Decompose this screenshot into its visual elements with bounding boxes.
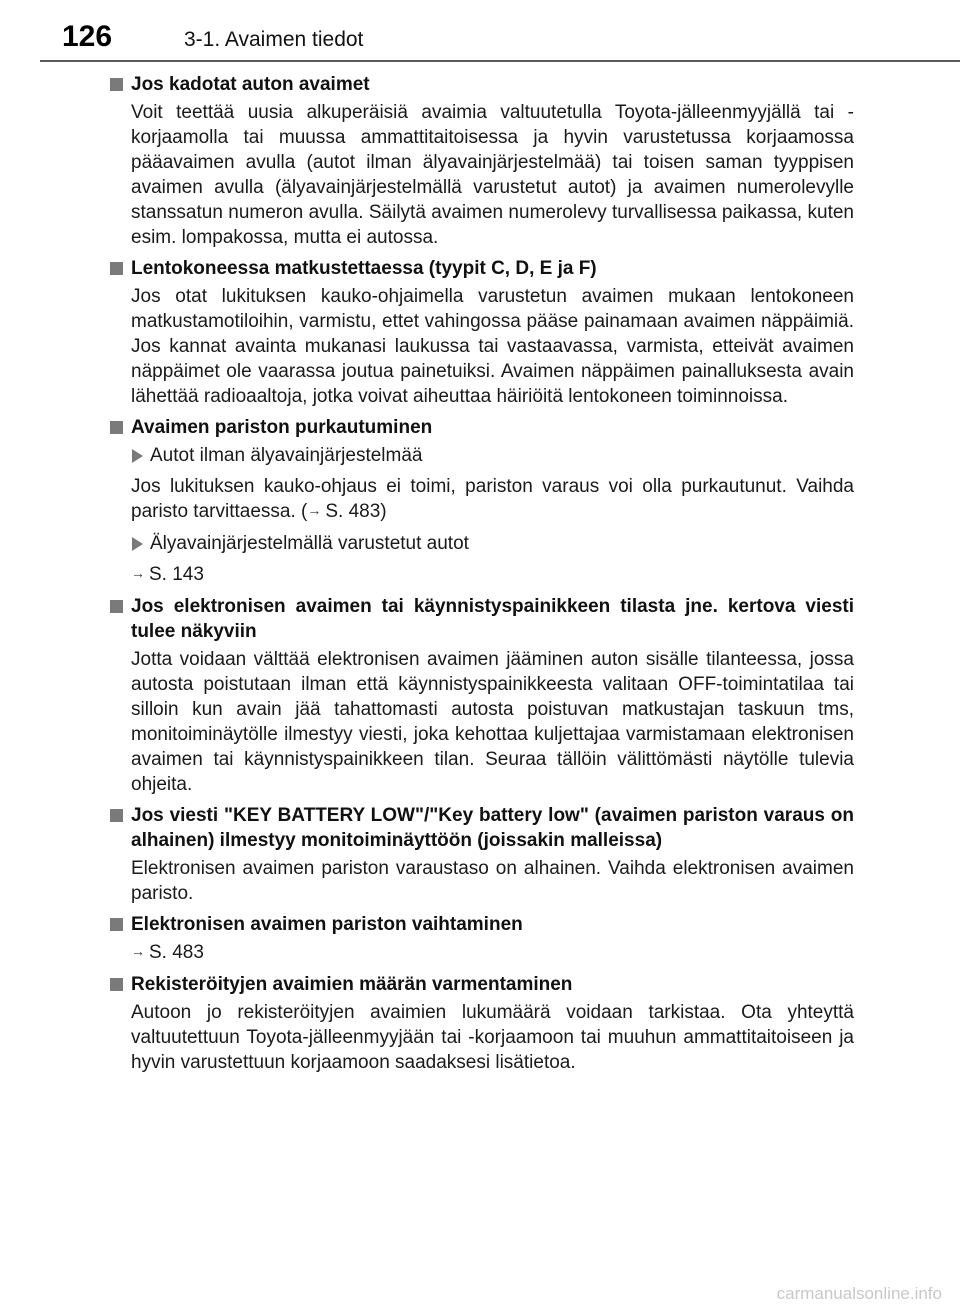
section-heading [110,72,854,97]
heading-text: Rekisteröityjen avaimien määrän varmentaminen [131,974,573,995]
section-body: Autoon jo rekisteröityjen avaimien lukumäärä voidaan tarkistaa. Ota yhteyttä valtuutettuun Toyota-jälleenmyyjään tai -korjaamoon tai muuhun ammattitaitoiseen ja hyvin varustettuun korjaamoon saadaksesi lisätietoa. [131,1002,854,1073]
sub-heading [110,531,854,556]
sub-heading-text: Autot ilman älyavainjärjestelmää [150,445,423,466]
heading-text: Jos viesti "KEY BATTERY LOW"/"Key battery low" (avaimen pariston varaus on alhainen) ilmestyy monitoiminäyttöön (joissakin malleissa) [131,805,854,851]
sub-heading [110,443,854,468]
section-air-travel [110,256,854,409]
heading-text: Jos kadotat auton avaimet [131,74,370,95]
section-heading [110,594,854,644]
square-bullet-icon [110,809,123,822]
section-title: 3-1. Avaimen tiedot [184,28,364,51]
section-lost-keys [110,72,854,250]
reference-line [110,562,854,588]
section-battery-replacement [110,912,854,966]
section-heading [110,972,854,997]
page-header [0,0,960,60]
sub-body [110,474,854,525]
square-bullet-icon [110,262,123,275]
square-bullet-icon [110,421,123,434]
triangle-bullet-icon [132,449,143,463]
heading-text: Avaimen pariston purkautuminen [131,417,433,438]
section-body: Jotta voidaan välttää elektronisen avaimen jääminen auton sisälle tilanteessa, jossa autosta poistutaan ilman että käynnistyspainikkeesta valitaan OFF-toimintatilaa tai silloin kun avain jää tahattomasti autosta poistuvan matkustajan taskuun tms, monitoiminäytölle ilmestyy viesti, joka kehottaa kuljettajaa varmistamaan elektronisen avaimen tai käynnistyspainikkeen tilan. Seuraa tällöin välittömästi näytölle tulevia ohjeita. [131,649,854,795]
section-body: Elektronisen avaimen pariston varaustaso on alhainen. Vaihda elektronisen avaimen paristo. [131,858,854,904]
section-body: Jos otat lukituksen kauko-ohjaimella varustetun avaimen mukaan lentokoneen matkustamotiloihin, varmistu, ettet vahingossa pääse painamaan avaimen näppäimiä. Jos kannat avainta mukanasi laukussa tai vastaavassa, varmista, etteivät avaimen näppäimet ole vaarassa joutua painetuiksi. Avaimen näppäimen painalluksesta avain lähettää radioaaltoja, jotka voivat aiheuttaa häiriöitä lentokoneen toiminnoissa. [131,286,854,407]
watermark: carmanualsonline.info [776,1284,942,1303]
section-key-battery-low [110,803,854,906]
page-reference: S. 483) [325,501,387,522]
square-bullet-icon [110,978,123,991]
arrow-right-icon: → [307,502,322,518]
arrow-right-icon: → [131,943,145,959]
triangle-bullet-icon [132,537,143,551]
heading-text: Elektronisen avaimen pariston vaihtaminen [131,914,523,935]
reference-line [110,940,854,966]
page-content [110,72,854,1081]
section-heading [110,256,854,281]
section-key-status-message [110,594,854,797]
sub-heading-text: Älyavainjärjestelmällä varustetut autot [150,533,469,554]
section-heading [110,912,854,937]
section-body: Voit teettää uusia alkuperäisiä avaimia valtuutetulla Toyota-jälleenmyyjällä tai -korjaamolla tai muussa ammattitaitoisessa ja hyvin varustetussa korjaamossa pääavaimen avulla (autot ilman älyavainjärjestelmää) tai toisen saman tyyppisen avaimen avulla (älyavainjärjestelmällä varustetut autot) ja avaimen numerolevylle stanssatun numeron avulla. Säilytä avaimen numerolevy turvallisessa paikassa, kuten esim. lompakossa, mutta ei autossa. [131,102,854,248]
page-reference: S. 483 [149,942,204,963]
sub-body-text: Jos lukituksen kauko-ohjaus ei toimi, pariston varaus voi olla purkautunut. Vaihda paristo tarvittaessa. ( [131,476,854,522]
arrow-right-icon: → [131,565,145,581]
square-bullet-icon [110,918,123,931]
section-registered-keys [110,972,854,1075]
section-heading [110,803,854,853]
section-battery-depletion [110,415,854,588]
page-number: 126 [62,20,113,53]
page-reference: S. 143 [149,564,204,585]
square-bullet-icon [110,600,123,613]
section-heading [110,415,854,440]
square-bullet-icon [110,78,123,91]
heading-text: Jos elektronisen avaimen tai käynnistyspainikkeen tilasta jne. kertova viesti tulee näkyviin [131,596,854,642]
heading-text: Lentokoneessa matkustettaessa (tyypit C, D, E ja F) [131,258,597,279]
header-divider [40,60,960,62]
